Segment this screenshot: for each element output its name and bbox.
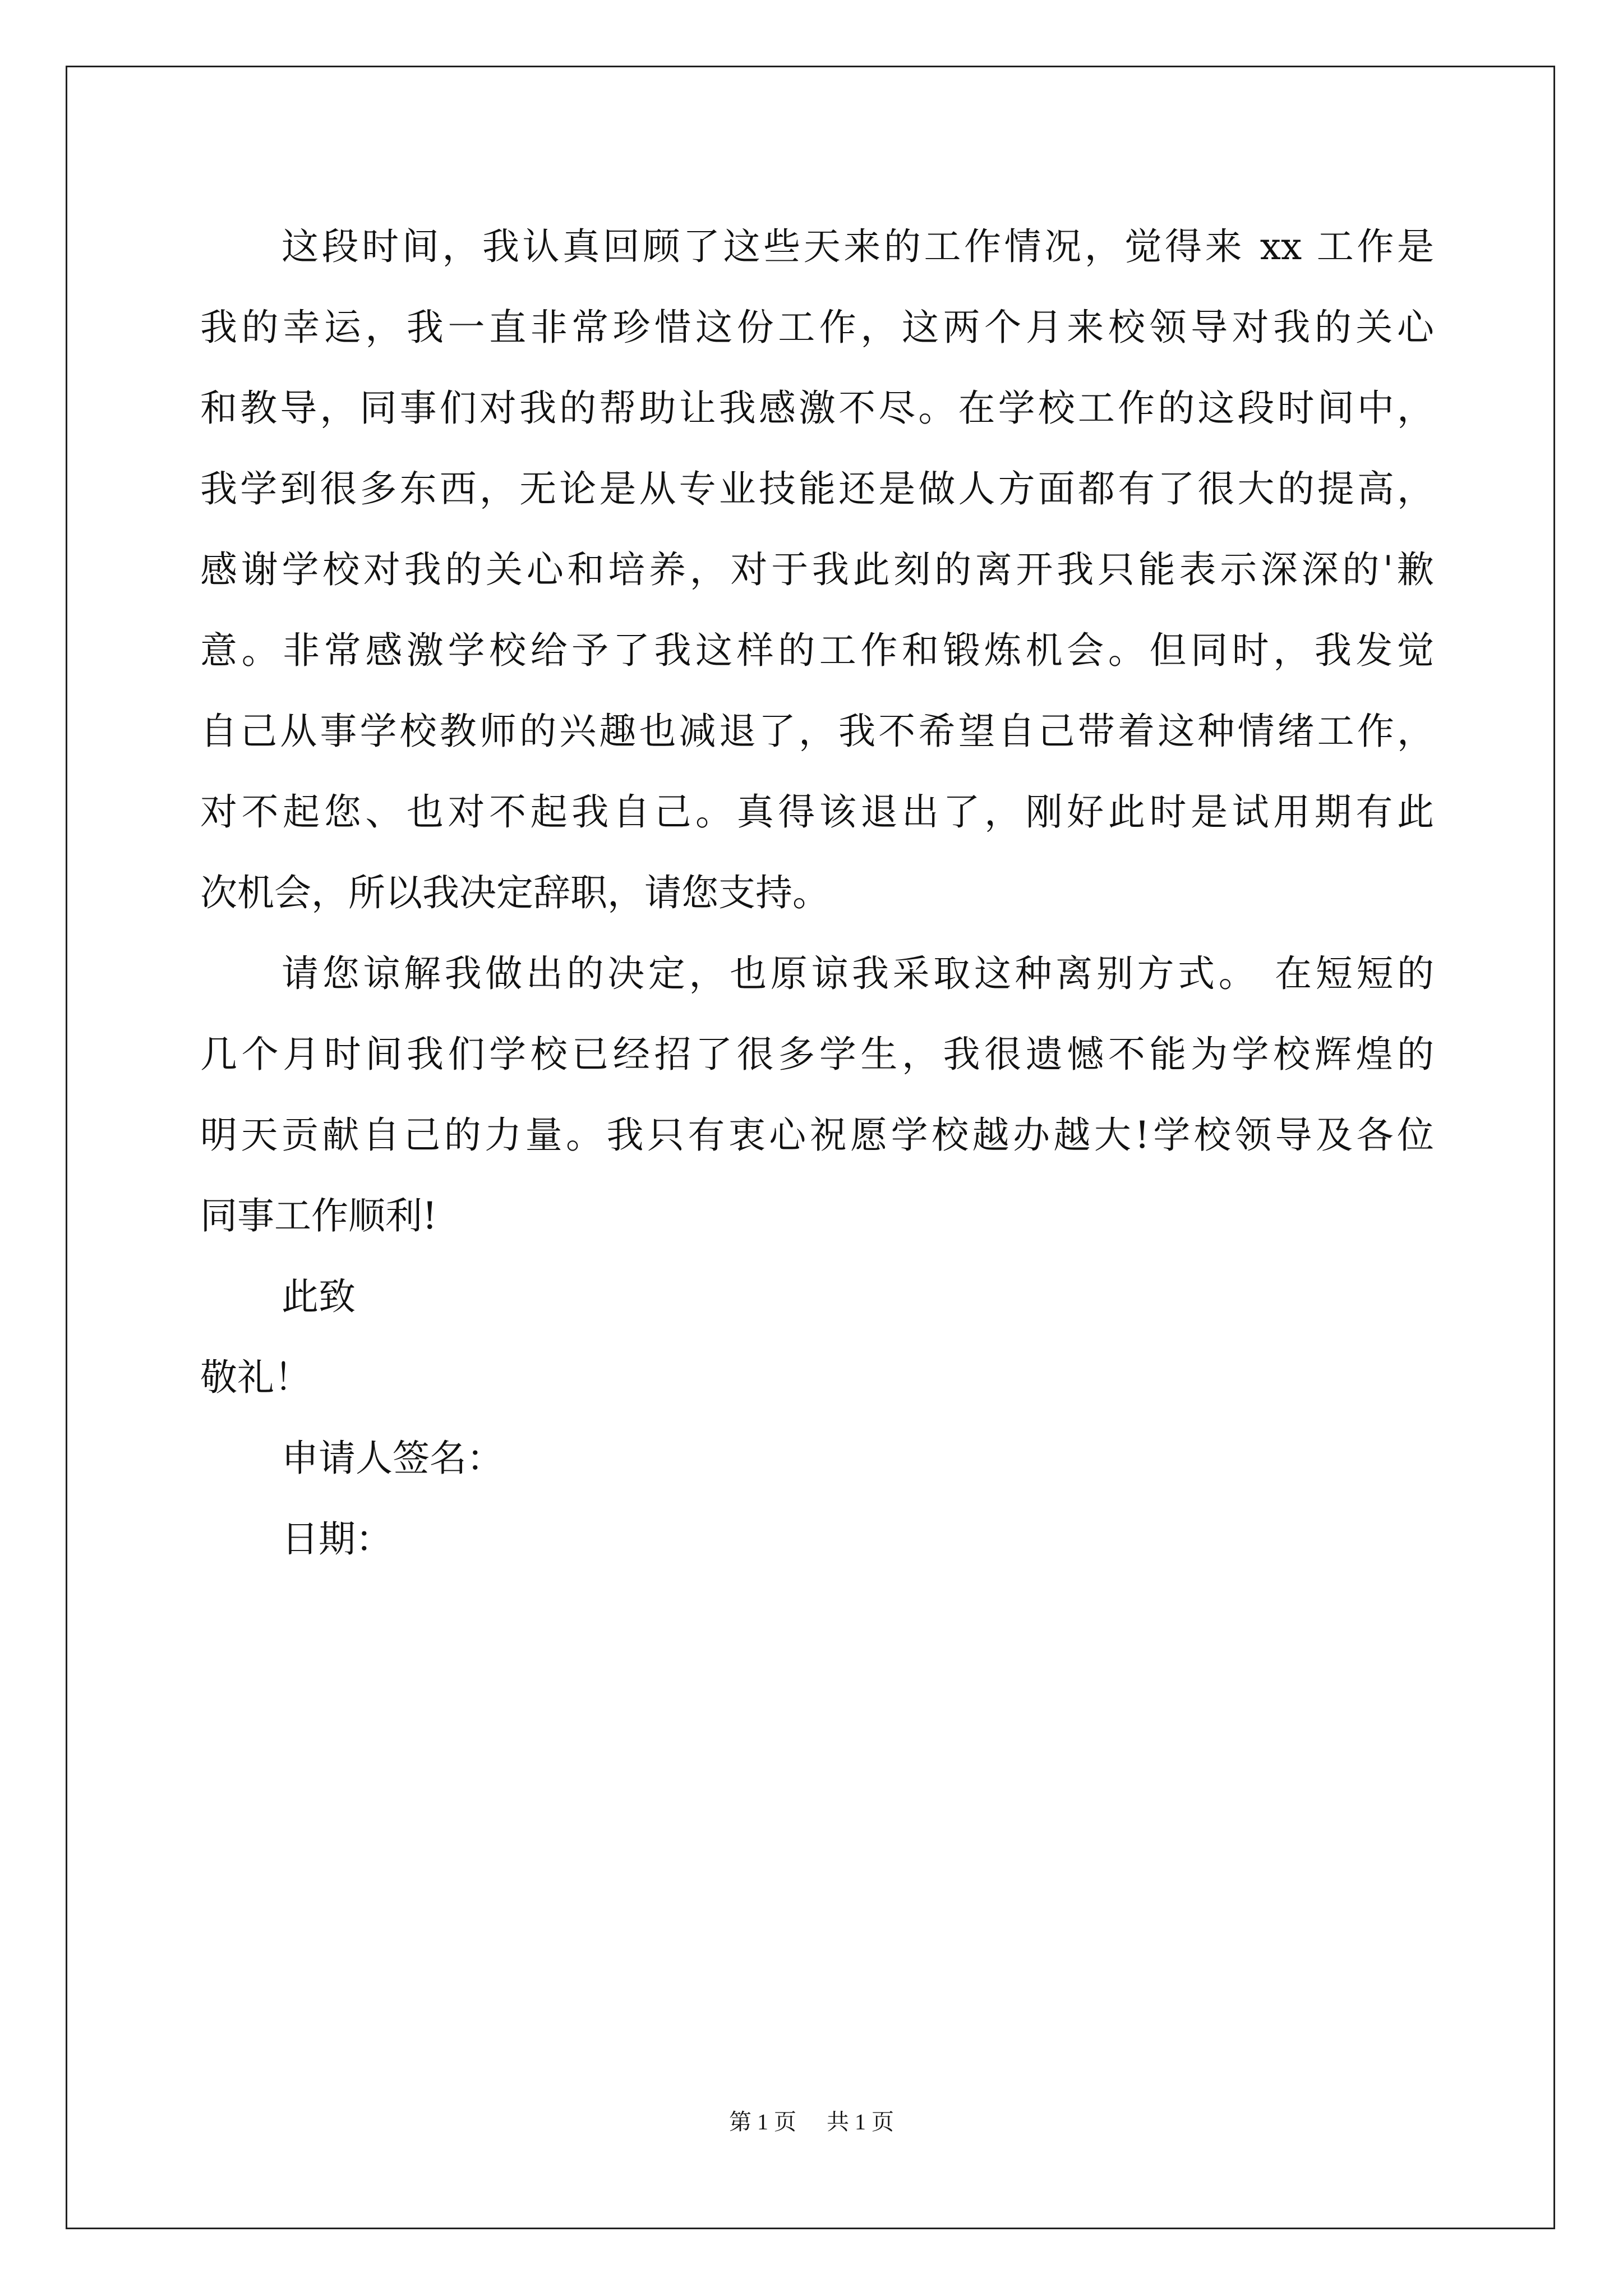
page-total: 共 1 页 — [827, 2109, 894, 2134]
applicant-signature-label: 申请人签名： — [282, 1437, 504, 1480]
closing — [200, 1257, 1434, 1337]
text-line: 次机会，所以我决定辞职，请您支持。 — [200, 871, 829, 914]
text-line: 感谢学校对我的关心和培养，对于我此刻的离开我只能表示深深的'歉 — [200, 548, 1434, 591]
closing-text: 此致 — [282, 1275, 356, 1318]
text-line: 同事工作顺利! — [200, 1194, 437, 1237]
text-line: 几个月时间我们学校已经招了很多学生，我很遗憾不能为学校辉煌的 — [200, 1033, 1434, 1076]
text-line: 和教导，同事们对我的帮助让我感激不尽。在学校工作的这段时间中， — [200, 386, 1434, 430]
paragraph-2 — [200, 933, 1434, 1257]
signature-block — [200, 1418, 1434, 1580]
page-number: 第 1 页 — [729, 2109, 796, 2134]
salute — [200, 1337, 1434, 1418]
text-line: 我的幸运，我一直非常珍惜这份工作，这两个月来校领导对我的关心 — [200, 306, 1434, 349]
letter-body — [200, 206, 1434, 1580]
text-line: 自己从事学校教师的兴趣也减退了，我不希望自己带着这种情绪工作， — [200, 710, 1434, 753]
text-line: 意。非常感激学校给予了我这样的工作和锻炼机会。但同时，我发觉 — [200, 629, 1434, 672]
text-line: 请您谅解我做出的决定，也原谅我采取这种离别方式。 在短短的 — [282, 952, 1434, 995]
text-line: 对不起您、也对不起我自己。真得该退出了，刚好此时是试用期有此 — [200, 790, 1434, 834]
salute-text: 敬礼！ — [200, 1356, 311, 1399]
date-label: 日期： — [282, 1517, 393, 1561]
text-line: 明天贡献自己的力量。我只有衷心祝愿学校越办越大!学校领导及各位 — [200, 1114, 1434, 1157]
text-line: 我学到很多东西，无论是从专业技能还是做人方面都有了很大的提高， — [200, 467, 1434, 510]
page-footer — [0, 2108, 1623, 2136]
paragraph-1 — [200, 206, 1434, 933]
text-line: 这段时间，我认真回顾了这些天来的工作情况，觉得来 xx 工作是 — [282, 225, 1434, 268]
